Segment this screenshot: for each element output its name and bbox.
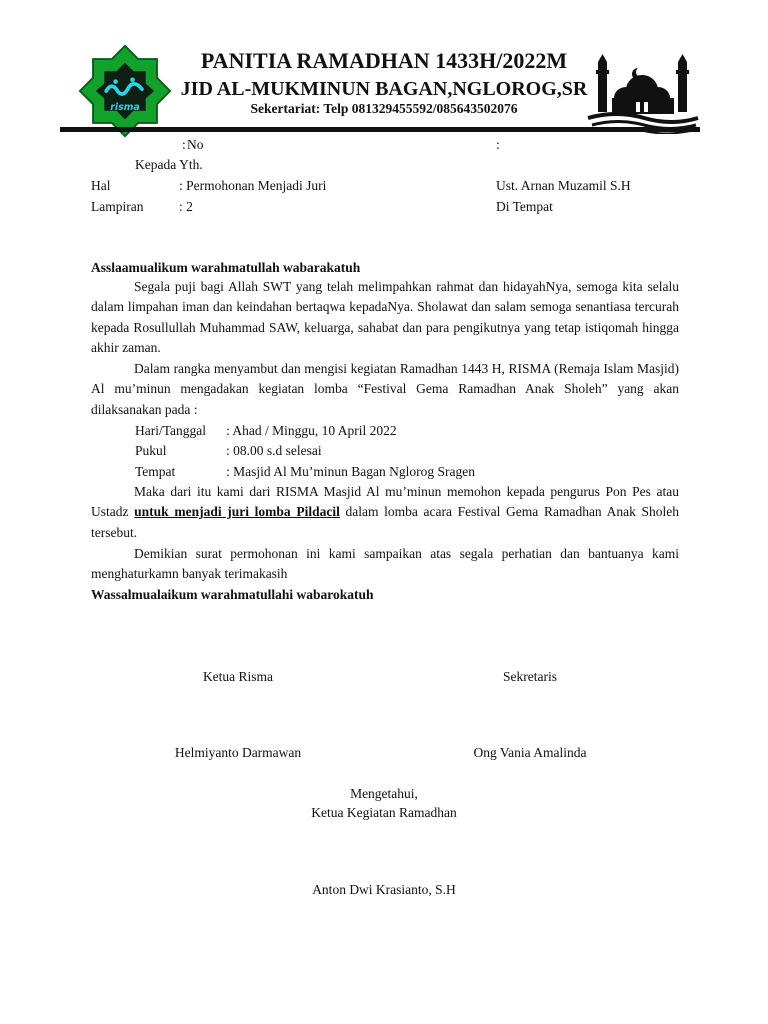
logo-text: risma [110, 101, 140, 113]
paragraph-3-emphasis: untuk menjadi juri lomba Pildacil [134, 504, 340, 520]
hal-value: : Permohonan Menjadi Juri [179, 178, 327, 193]
paragraph-2: Dalam rangka menyambut dan mengisi kegiatan Ramadhan 1443 H, RISMA (Remaja Islam Masjid) Al mu’minun mengadakan kegiatan lomba “Festival Gema Ramadhan Anak Sholeh” yang akan dilaksanakan pada : [91, 361, 679, 417]
letterhead-secretariat: Sekertariat: Telp 081329455592/085643502076 [250, 101, 518, 116]
hal-label: Hal [91, 178, 111, 193]
lampiran-label: Lampiran [91, 199, 144, 214]
recipient-name: Ust. Arnan Muzamil S.H [496, 178, 631, 193]
detail-label-place: Tempat [135, 464, 176, 479]
kepada-yth: Kepada Yth. [135, 157, 203, 172]
paragraph-3-start: Maka dari itu kami dari RISMA Masjid Al mu’minun memohon kepada pengurus Pon Pes atau Ustadz [91, 484, 679, 520]
paragraph-4: Demikian surat permohonan ini kami sampaikan atas segala perhatian dan bantuanya kami menghaturkamn banyak terimakasih [91, 546, 679, 582]
lampiran-value: : 2 [179, 199, 193, 214]
closing-salam: Wassalmualaikum warahmatullahi wabarokatuh [91, 587, 374, 602]
signature-right-title: Sekretaris [503, 669, 557, 684]
detail-value-date: : Ahad / Minggu, 10 April 2022 [226, 423, 397, 438]
signature-right-name: Ong Vania Amalinda [473, 745, 587, 760]
paragraph-3-end: dalam lomba acara Festival Gema Ramadhan Anak Sholeh tersebut. [91, 504, 679, 540]
signature-center-title: Ketua Kegiatan Ramadhan [311, 805, 457, 820]
paragraph-3 [91, 482, 679, 543]
right-colon: : [496, 137, 500, 152]
no-colon: : [182, 137, 186, 152]
letterhead-title: PANITIA RAMADHAN 1433H/2022M [200, 48, 568, 73]
signature-left-name: Helmiyanto Darmawan [174, 745, 302, 760]
paragraph-1: Segala puji bagi Allah SWT yang telah melimpahkan rahmat dan hidayahNya, semoga kita selalu dalam limpahan iman dan keindahan bertaqwa kepadaNya. Sholawat dan salam semoga senantiasa tercurah kepada Rosullullah Muhammad SAW, keluarga, sahabat dan para pengikutnya yang tetap istiqomah hingga akhir zaman. [91, 279, 679, 355]
detail-value-place: : Masjid Al Mu’minun Bagan Nglorog Sragen [226, 464, 475, 479]
opening-salam: Asslaamualikum warahmatullah wabarakatuh [91, 260, 361, 275]
letterhead-masjid: JID AL-MUKMINUN BAGAN,NGLOROG,SR [180, 78, 588, 100]
signature-center-name: Anton Dwi Krasianto, S.H [312, 882, 456, 897]
detail-label-date: Hari/Tanggal [135, 423, 207, 438]
risma-logo [78, 44, 172, 138]
detail-label-time: Pukul [135, 443, 167, 458]
no-label: No [187, 137, 204, 152]
mosque-icon [586, 52, 700, 134]
letterhead-rule [60, 127, 700, 132]
mengetahui-label: Mengetahui, [350, 786, 418, 801]
signature-left-title: Ketua Risma [202, 669, 274, 684]
recipient-place: Di Tempat [496, 199, 553, 214]
detail-value-time: : 08.00 s.d selesai [226, 443, 322, 458]
